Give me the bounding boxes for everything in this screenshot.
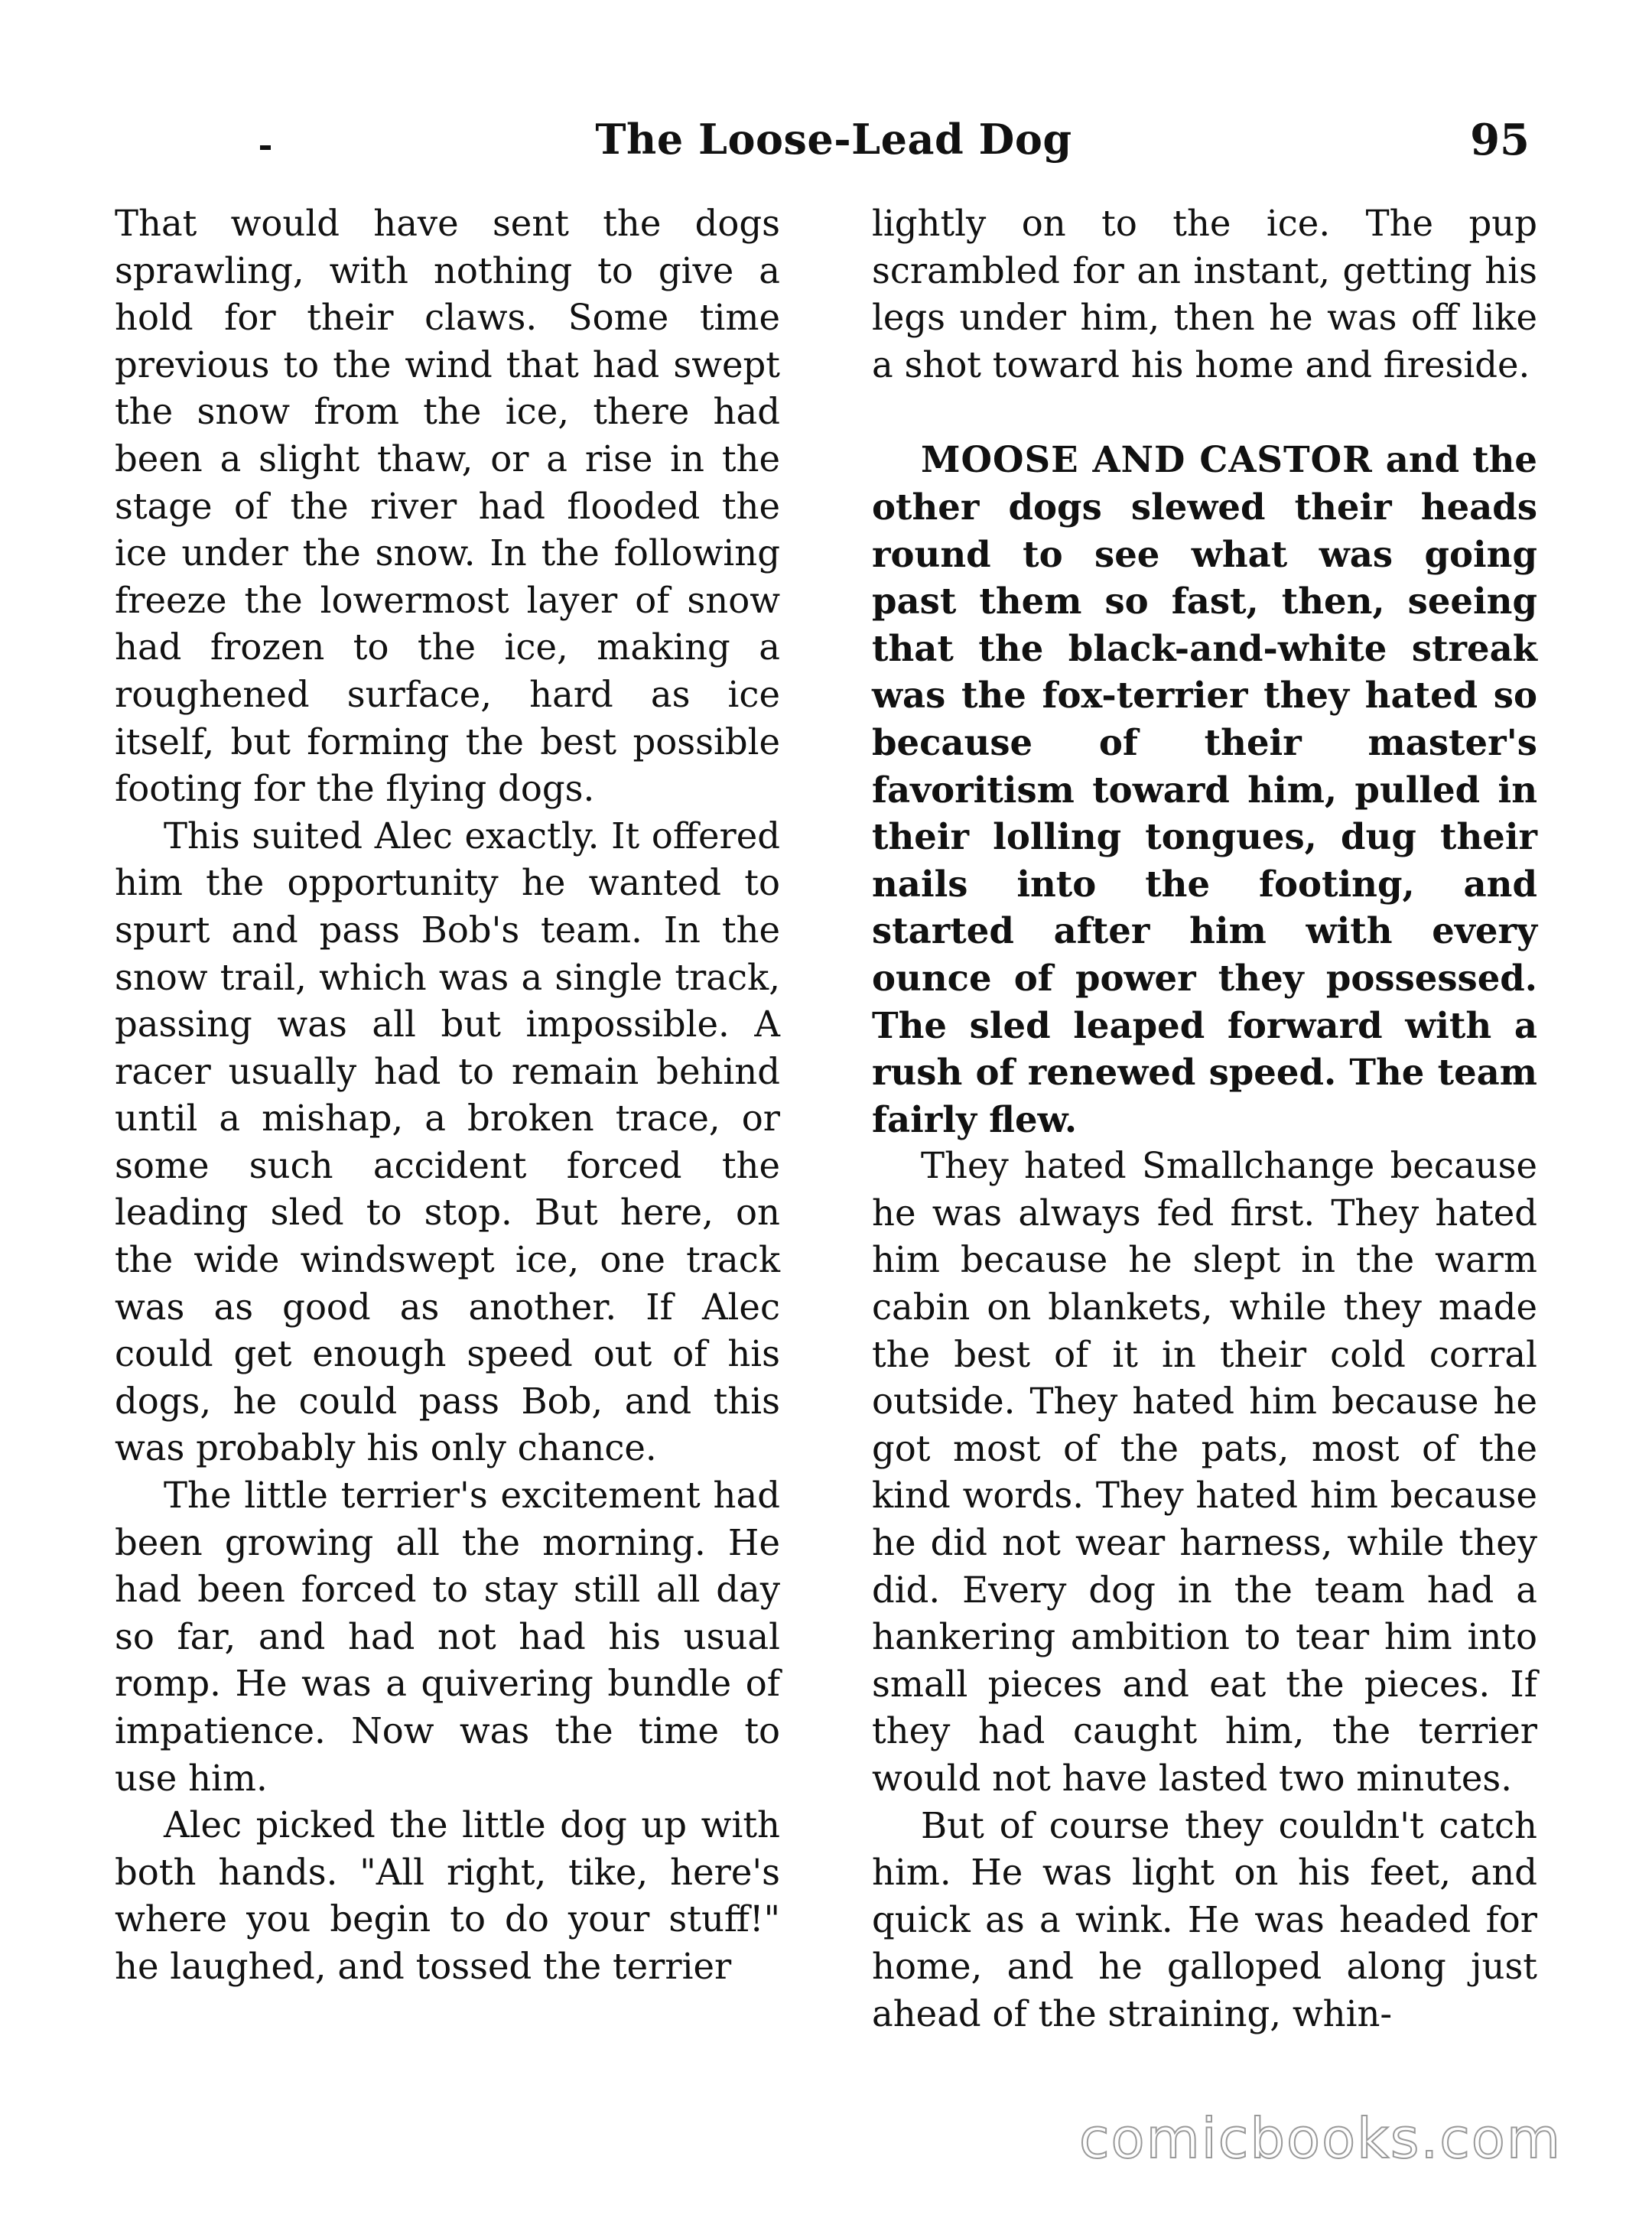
paragraph: lightly on to the ice. The pup scrambled for an instant, getting his legs under him, then he was off like a shot toward his home and fireside. — [872, 203, 1537, 385]
section-paragraph — [872, 436, 1537, 1143]
page-header — [115, 115, 1553, 184]
page-number: 95 — [1470, 115, 1530, 165]
section-lead-caps: MOOSE AND CASTOR — [921, 438, 1373, 481]
running-title: The Loose-Lead Dog — [595, 115, 1072, 164]
section-paragraph-text: and the other dogs slewed their heads round to see what was going past them so fast, then, seeing that the black-and-white streak was the fox-terrier they hated so because of their master's favoritism toward him, pulled in their lolling tongues, dug their nails into the footing, and started after him with every ounce of power they possessed. The sled leaped forward with a rush of renewed speed. The team fairly flew. — [872, 438, 1538, 1140]
paragraph: Alec picked the little dog up with both hands. "All right, tike, here's where you begin to do your stuff!" he laughed, and tossed the terrier — [115, 1804, 780, 1987]
paragraph: That would have sent the dogs sprawling, with nothing to give a hold for their claws. Some time previous to the wind that had swept the snow from the ice, there had been a slight thaw, or a rise in the stage of the river had flooded the ice under the snow. In the following freeze the lowermost layer of snow had frozen to the ice, making a roughened surface, hard as ice itself, but forming the best possible footing for the flying dogs. — [115, 203, 780, 810]
paragraph: They hated Smallchange because he was always fed first. They hated him because he slept in the warm cabin on blankets, while they made the best of it in their cold corral outside. They hated him because he got most of the pats, most of the kind words. They hated him because he did not wear harness, while they did. Every dog in the team had a hankering ambition to tear him into small pieces and eat the pieces. If they had caught him, the terrier would not have lasted two minutes. — [872, 1145, 1537, 1799]
left-column — [115, 200, 780, 1991]
right-column — [872, 200, 1537, 2038]
paragraph: The little terrier's excitement had been growing all the morning. He had been forced to stay still all day so far, and had not had his usual romp. He was a quivering bundle of impatience. Now was the time to use him. — [115, 1475, 780, 1799]
paragraph: But of course they couldn't catch him. He was light on his feet, and quick as a wink. He was headed for home, and he galloped along just ahead of the straining, whin- — [872, 1804, 1537, 2034]
paragraph: This suited Alec exactly. It offered him the opportunity he wanted to spurt and pass Bob's team. In the snow trail, which was a single track, passing was all but impossible. A racer usually had to remain behind until a mishap, a broken trace, or some such accident forced the leading sled to stop. But here, on the wide windswept ice, one track was as good as another. If Alec could get enough speed out of his dogs, he could pass Bob, and this was probably his only chance. — [115, 815, 780, 1469]
watermark: comicbooks.com — [1078, 2106, 1562, 2171]
